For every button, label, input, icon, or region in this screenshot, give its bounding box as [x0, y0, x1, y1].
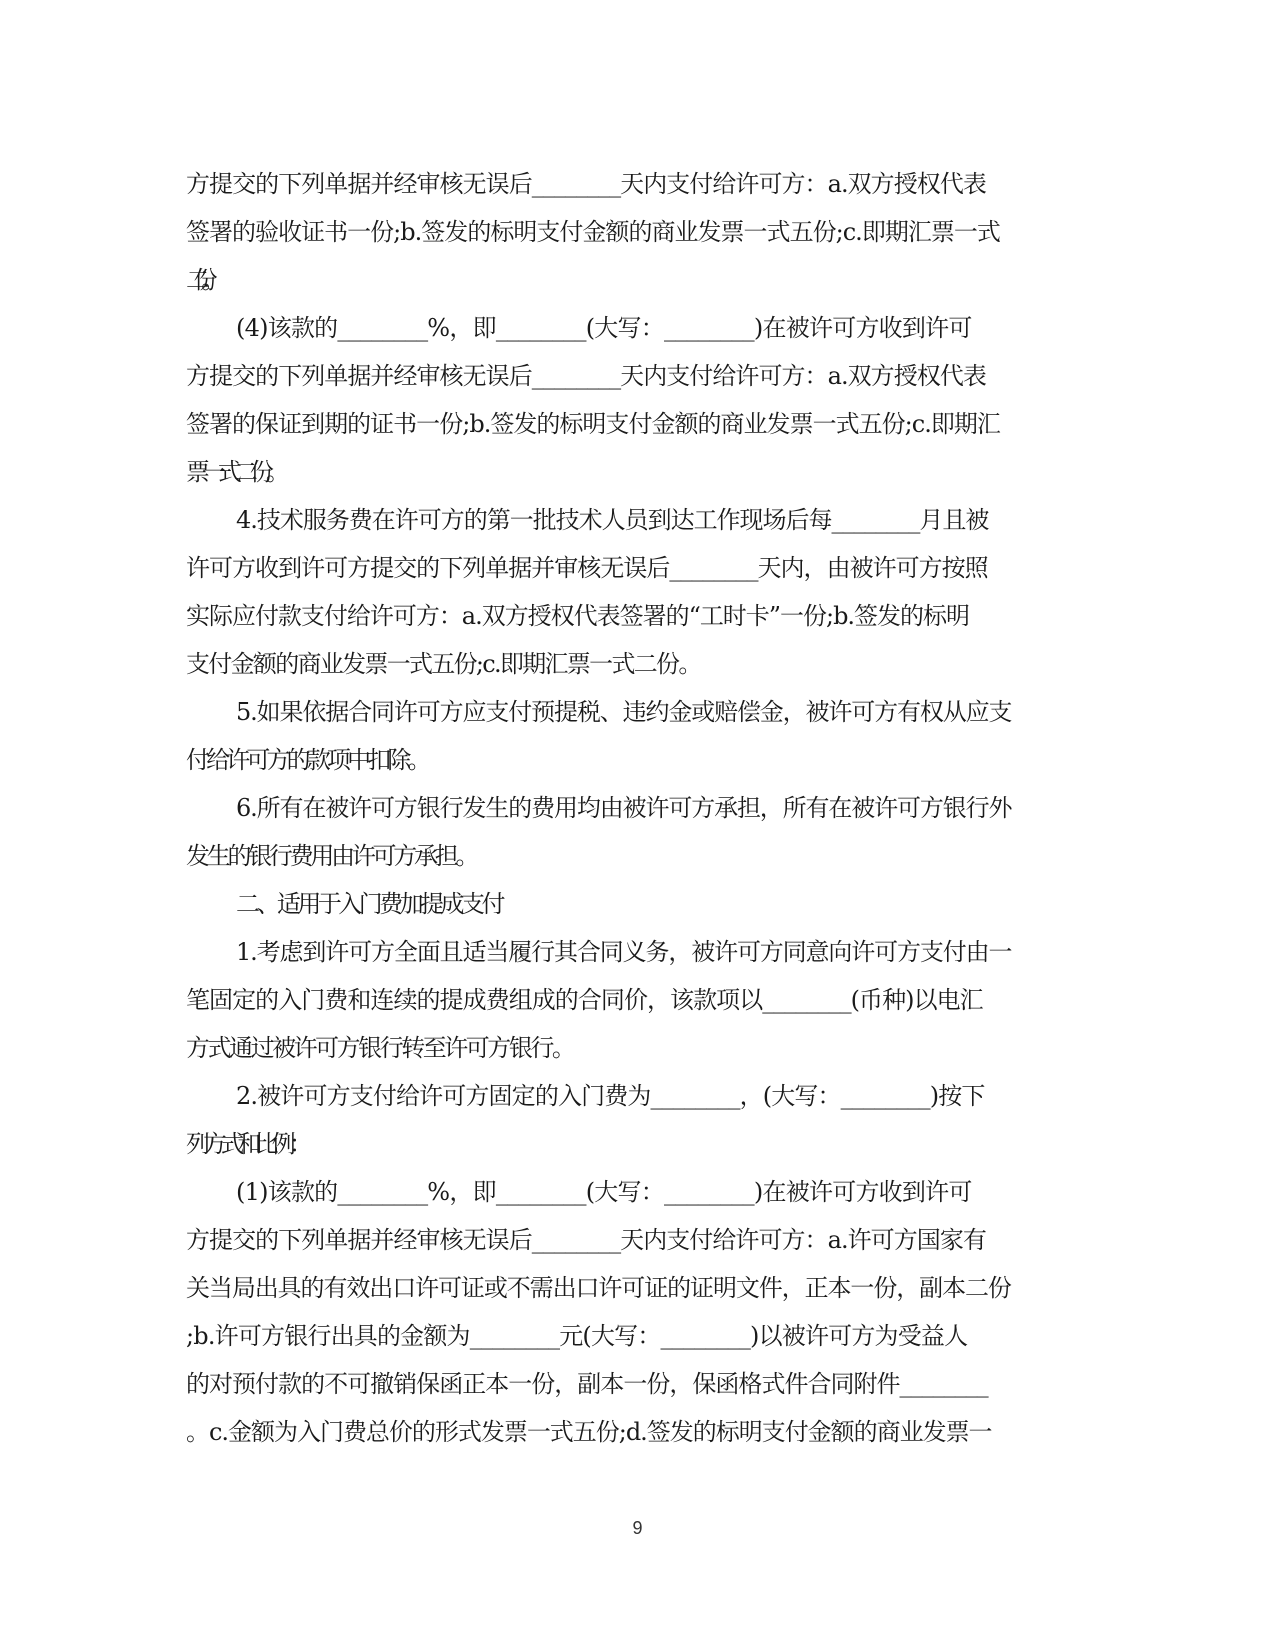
text-line: 关当局出具的有效出口许可证或不需出口许可证的证明文件，正本一份，副本二份	[186, 1274, 1011, 1302]
text-line: 笔固定的入门费和连续的提成费组成的合同价，该款项以________(币种)以电汇	[186, 986, 983, 1014]
page-number: 9	[632, 1518, 643, 1538]
text-line: 5.如果依据合同许可方应支付预提税、违约金或赔偿金，被许可方有权从应支	[236, 698, 1012, 726]
text-line: 许可方收到许可方提交的下列单据并审核无误后________天内，由被许可方按照	[186, 554, 988, 582]
text-line: 实际应付款支付给许可方：a.双方授权代表签署的“工时卡”一份;b.签发的标明	[186, 602, 969, 630]
text-line: 二份。	[186, 266, 209, 294]
text-line: 票一式二份。	[186, 458, 282, 486]
text-line: 方提交的下列单据并经审核无误后________天内支付给许可方：a.双方授权代表	[186, 362, 986, 390]
text-line: 二、适用于入门费加提成支付	[236, 890, 502, 918]
text-line: 列方式和比例：	[186, 1130, 307, 1158]
text-line: (1)该款的________%，即________(大写：________)在被许可方收到许可	[236, 1178, 972, 1206]
text-line: 2.被许可方支付给许可方固定的入门费为________，(大写：________)按下	[236, 1082, 985, 1110]
text-line: 签署的保证到期的证书一份;b.签发的标明支付金额的商业发票一式五份;c.即期汇	[186, 410, 1000, 438]
text-line: 方提交的下列单据并经审核无误后________天内支付给许可方：a.许可方国家有	[186, 1226, 986, 1254]
text-line: 发生的银行费用由许可方承担。	[186, 842, 477, 870]
text-line: 4.技术服务费在许可方的第一批技术人员到达工作现场后每________月且被	[236, 506, 989, 534]
text-line: (4)该款的________%，即________(大写：________)在被许可方收到许可	[236, 314, 972, 342]
text-line: 1.考虑到许可方全面且适当履行其合同义务，被许可方同意向许可方支付由一	[236, 938, 1012, 966]
text-line: 支付金额的商业发票一式五份;c.即期汇票一式二份。	[186, 650, 701, 678]
text-line: ;b.许可方银行出具的金额为________元(大写：________)以被许可方为受益人	[186, 1322, 968, 1350]
text-line: 签署的验收证书一份;b.签发的标明支付金额的商业发票一式五份;c.即期汇票一式	[186, 218, 1000, 246]
text-line: 方提交的下列单据并经审核无误后________天内支付给许可方：a.双方授权代表	[186, 170, 986, 198]
text-line: 付给许可方的款项中扣除。	[186, 746, 428, 774]
text-line: 方式通过被许可方银行转至许可方银行。	[186, 1034, 574, 1062]
text-line: 的对预付款的不可撤销保函正本一份，副本一份，保函格式件合同附件________	[186, 1370, 988, 1398]
text-line: 。c.金额为入门费总价的形式发票一式五份;d.签发的标明支付金额的商业发票一	[186, 1418, 992, 1446]
text-line: 6.所有在被许可方银行发生的费用均由被许可方承担，所有在被许可方银行外	[236, 794, 1012, 822]
document-body	[186, 160, 1086, 1456]
